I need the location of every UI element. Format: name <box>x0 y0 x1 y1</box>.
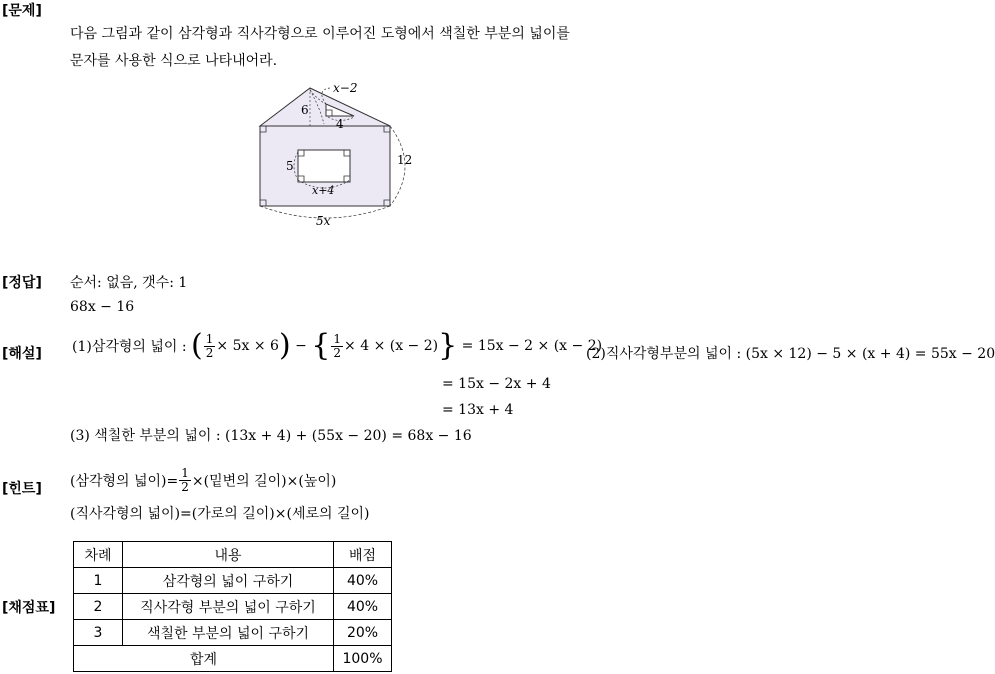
solution-line3: = 13x + 4 <box>442 402 514 418</box>
fraction-half: $\frac{1}{2}$ <box>205 331 214 360</box>
problem-tag: [문제] <box>2 3 42 19</box>
label-6: 6 <box>301 103 309 117</box>
problem-text-line2: 문자를 사용한 식으로 나타내어라. <box>70 53 278 69</box>
grading-total-row <box>74 646 392 672</box>
answer-meta: 순서: 없음, 갯수: 1 <box>70 275 188 291</box>
inner-rectangle <box>298 150 350 182</box>
label-x-plus-4: x+4 <box>312 184 335 197</box>
hint-line2: (직사각형의 넓이)=(가로의 길이)×(세로의 길이) <box>70 506 370 522</box>
header-score: 배점 <box>334 542 392 568</box>
grading-table <box>73 541 392 672</box>
solution-step1: (1)삼각형의 넓이 : ( $\frac{1}{2}$ × 5x × 6) − { $\frac{1}{2}$ × 4 × (x − 2)} = 15x − 2 × (x − 2) <box>72 328 603 363</box>
label-5: 5 <box>286 159 294 173</box>
total-score: 100% <box>334 646 392 672</box>
label-4: 4 <box>336 117 344 131</box>
shaded-triangle <box>260 88 390 126</box>
table-row: 2 직사각형 부분의 넓이 구하기 40% <box>74 594 392 620</box>
table-row: 1 삼각형의 넓이 구하기 40% <box>74 568 392 594</box>
header-order: 차례 <box>74 542 123 568</box>
grading-header-row <box>74 542 392 568</box>
solution-tag: [해설] <box>2 346 42 362</box>
solution-step2: (2)직사각형부분의 넓이 : (5x × 12) − 5 × (x + 4) = 55x − 20 <box>586 346 995 362</box>
step1-term1: × 5x × 6 <box>216 338 279 354</box>
step1-term2: × 4 × (x − 2) <box>344 338 439 354</box>
label-12: 12 <box>397 153 413 167</box>
total-label: 합계 <box>74 646 334 672</box>
grading-tag: [채점표] <box>2 600 56 616</box>
answer-tag: [정답] <box>2 275 42 291</box>
step1-prefix: (1)삼각형의 넓이 : <box>72 339 187 355</box>
header-content: 내용 <box>123 542 334 568</box>
label-x-minus-2: x−2 <box>333 81 358 95</box>
answer-value: 68x − 16 <box>70 299 135 315</box>
solution-line2: = 15x − 2x + 4 <box>442 376 551 392</box>
step1-result: = 15x − 2 × (x − 2) <box>461 338 603 354</box>
label-5x: 5x <box>316 214 331 228</box>
geometry-figure <box>250 80 420 230</box>
hint-tag: [힌트] <box>2 481 42 497</box>
hint-line1: (삼각형의 넓이)= $\frac{1}{2}$ ×(밑변의 길이)×(높이) <box>70 466 337 494</box>
table-row: 3 색칠한 부분의 넓이 구하기 20% <box>74 620 392 646</box>
hint-fraction: $\frac{1}{2}$ <box>181 466 189 494</box>
solution-step3: (3) 색칠한 부분의 넓이 : (13x + 4) + (55x − 20) = 68x − 16 <box>70 428 472 444</box>
problem-text-line1: 다음 그림과 같이 삼각형과 직사각형으로 이루어진 도형에서 색칠한 부분의 넓이를 <box>70 26 570 42</box>
fraction-half-2: $\frac{1}{2}$ <box>333 331 342 360</box>
